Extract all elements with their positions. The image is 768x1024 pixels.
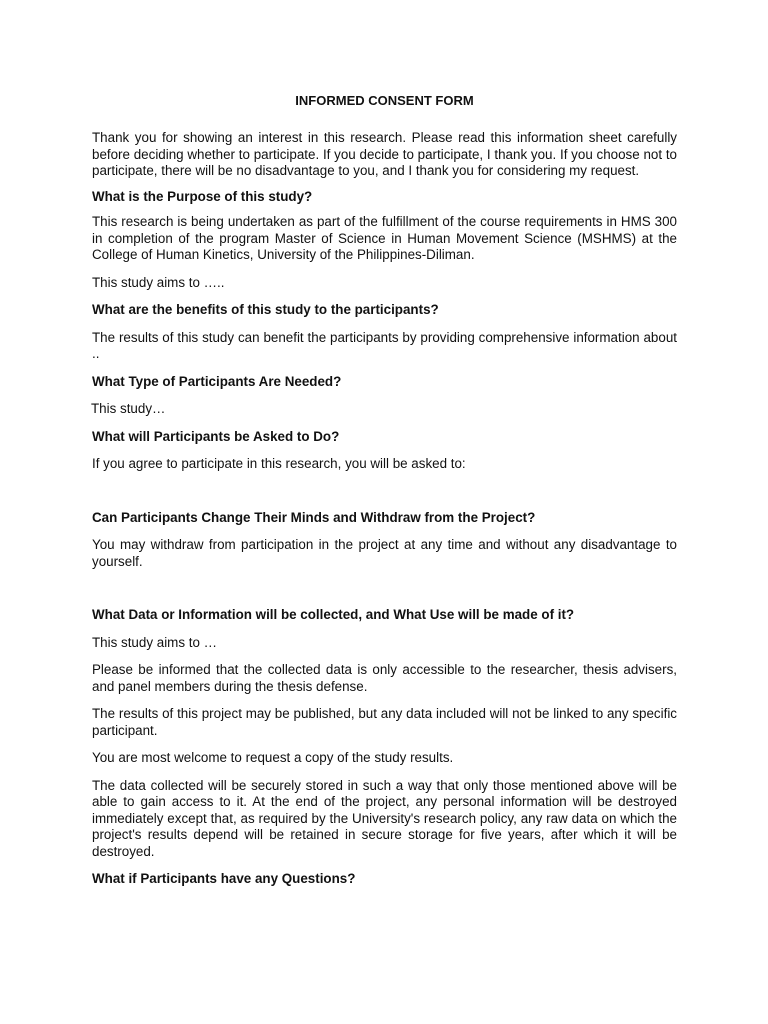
intro-paragraph: Thank you for showing an interest in this research. Please read this information sheet carefully before deciding whether to participate. If you decide to participate, I thank you. If you choose not to participate, there will be no disadvantage to you, and I thank you for considering my request.: [92, 130, 677, 178]
data-request-paragraph: You are most welcome to request a copy of the study results.: [92, 750, 454, 765]
section-heading-withdraw: Can Participants Change Their Minds and Withdraw from the Project?: [92, 509, 536, 525]
section-heading-data-collected: What Data or Information will be collected, and What Use will be made of it?: [92, 607, 575, 622]
purpose-aims-paragraph: This study aims to …..: [92, 274, 225, 290]
data-access-paragraph: Please be informed that the collected data is only accessible to the researcher, thesis advisers, and panel members during the thesis defense.: [92, 662, 677, 694]
section-heading-asked-to-do: What will Participants be Asked to Do?: [92, 428, 340, 444]
benefits-paragraph: The results of this study can benefit the participants by providing comprehensive information about ..: [92, 329, 677, 361]
purpose-paragraph: This research is being undertaken as part of the fulfillment of the course requirements in HMS 300 in completion of the program Master of Science in Human Movement Science (MSHMS) at the College of Human Kinetics, University of the Philippines-Diliman.: [92, 214, 677, 262]
section-heading-purpose: What is the Purpose of this study?: [92, 188, 313, 204]
section-heading-questions: What if Participants have any Questions?: [92, 871, 356, 886]
data-publication-paragraph: The results of this project may be published, but any data included will not be linked to any specific participant.: [92, 706, 677, 738]
withdraw-paragraph: You may withdraw from participation in the project at any time and without any disadvantage to yourself.: [92, 537, 677, 569]
asked-to-do-paragraph: If you agree to participate in this research, you will be asked to:: [92, 456, 466, 471]
data-storage-paragraph: The data collected will be securely stored in such a way that only those mentioned above will be able to gain access to it. At the end of the project, any personal information will be destroyed immediately except that, as required by the University's research policy, any raw data on which the project's results depend will be retained in secure storage for five years, after which it will be destroyed.: [92, 777, 677, 859]
section-heading-benefits: What are the benefits of this study to the participants?: [92, 302, 439, 317]
document-body: [92, 93, 677, 888]
data-aims-paragraph: This study aims to …: [92, 634, 218, 650]
document-title: INFORMED CONSENT FORM: [295, 93, 474, 108]
participants-needed-paragraph: This study…: [91, 401, 166, 416]
section-heading-participants-needed: What Type of Participants Are Needed?: [92, 373, 342, 389]
